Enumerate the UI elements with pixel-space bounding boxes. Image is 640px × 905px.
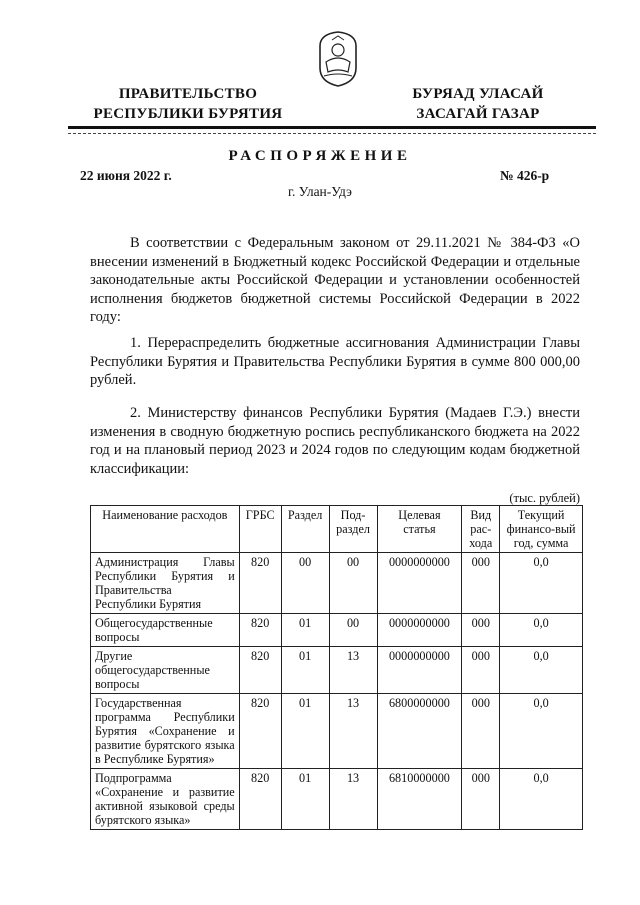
cell-target-article: 0000000000 <box>377 553 462 614</box>
col-header-expense-type: Вид рас-хода <box>462 506 500 553</box>
cell-expense-type: 000 <box>462 614 500 647</box>
cell-expense-type: 000 <box>462 769 500 830</box>
cell-target-article: 0000000000 <box>377 647 462 694</box>
cell-section: 01 <box>281 769 329 830</box>
document-title: РАСПОРЯЖЕНИЕ <box>228 148 412 164</box>
cell-subsection: 00 <box>329 553 377 614</box>
item-1-paragraph: 1. Перераспределить бюджетные ассигнования Администрации Главы Республики Бурятия и Правительства Республики Бурятия в сумме 800 000,00 рублей. <box>90 335 580 389</box>
table-row <box>91 694 583 769</box>
cell-amount: 0,0 <box>500 614 583 647</box>
buryatia-coat-of-arms-icon <box>312 28 364 88</box>
cell-amount: 0,0 <box>500 553 583 614</box>
cell-section: 01 <box>281 614 329 647</box>
header-divider-thick <box>68 126 596 129</box>
cell-amount: 0,0 <box>500 694 583 769</box>
cell-grbs: 820 <box>239 553 281 614</box>
cell-grbs: 820 <box>239 647 281 694</box>
cell-expense-name: Общегосударственные вопросы <box>91 614 240 647</box>
table-units-label: (тыс. рублей) <box>509 491 580 505</box>
cell-target-article: 0000000000 <box>377 614 462 647</box>
table-row <box>91 647 583 694</box>
cell-expense-type: 000 <box>462 647 500 694</box>
cell-section: 00 <box>281 553 329 614</box>
table-row <box>91 769 583 830</box>
header-left-line1: ПРАВИТЕЛЬСТВО <box>118 86 258 102</box>
table-row <box>91 553 583 614</box>
col-header-target-article: Целевая статья <box>377 506 462 553</box>
cell-subsection: 13 <box>329 647 377 694</box>
table-row <box>91 614 583 647</box>
document-city: г. Улан-Удэ <box>288 184 352 199</box>
cell-grbs: 820 <box>239 769 281 830</box>
cell-expense-name: Другие общегосударственные вопросы <box>91 647 240 694</box>
cell-subsection: 00 <box>329 614 377 647</box>
cell-amount: 0,0 <box>500 769 583 830</box>
cell-subsection: 13 <box>329 694 377 769</box>
cell-expense-name: Подпрограмма «Сохранение и развитие активной языковой среды бурятского языка» <box>91 769 240 830</box>
cell-section: 01 <box>281 647 329 694</box>
header-left-line2: РЕСПУБЛИКИ БУРЯТИЯ <box>93 106 283 122</box>
cell-section: 01 <box>281 694 329 769</box>
item-2-paragraph: 2. Министерству финансов Республики Бурятия (Мадаев Г.Э.) внести изменения в сводную бюджетную роспись республиканского бюджета на 2022 год и на плановый период 2023 и 2024 годов по следующим кодам бюджетной классификации: <box>90 405 580 477</box>
header-right-line1: БУРЯАД УЛАСАЙ <box>412 86 544 102</box>
government-name-buryat <box>388 84 568 124</box>
cell-expense-type: 000 <box>462 694 500 769</box>
cell-subsection: 13 <box>329 769 377 830</box>
document-date: 22 июня 2022 г. <box>80 168 172 183</box>
document-number: № 426-р <box>500 168 550 183</box>
cell-expense-type: 000 <box>462 553 500 614</box>
col-header-grbs: ГРБС <box>239 506 281 553</box>
header-right-line2: ЗАСАГАЙ ГАЗАР <box>416 106 540 122</box>
cell-grbs: 820 <box>239 694 281 769</box>
preamble-paragraph: В соответствии с Федеральным законом от 29.11.2021 № 384-ФЗ «О внесении изменений в Бюджетный кодекс Российской Федерации и отдельные законодательные акты Российской Федерации и установлении особенностей исполнения бюджетов бюджетной системы Российской Федерации в 2022 году: <box>90 235 580 326</box>
budget-classification-table <box>90 505 583 830</box>
cell-amount: 0,0 <box>500 647 583 694</box>
col-header-current-year-amount: Текущий финансо-вый год, сумма <box>500 506 583 553</box>
table-header-row <box>91 506 583 553</box>
cell-target-article: 6810000000 <box>377 769 462 830</box>
cell-grbs: 820 <box>239 614 281 647</box>
col-header-section: Раздел <box>281 506 329 553</box>
header-divider-dashed <box>68 133 596 134</box>
col-header-expense-name: Наименование расходов <box>91 506 240 553</box>
cell-expense-name: Администрация Главы Республики Бурятия и Правительства Республики Бурятия <box>91 553 240 614</box>
cell-expense-name: Государственная программа Республики Бурятия «Сохранение и развитие бурятского языка в Республике Бурятия» <box>91 694 240 769</box>
col-header-subsection: Под-раздел <box>329 506 377 553</box>
government-name-russian <box>88 84 288 124</box>
cell-target-article: 6800000000 <box>377 694 462 769</box>
